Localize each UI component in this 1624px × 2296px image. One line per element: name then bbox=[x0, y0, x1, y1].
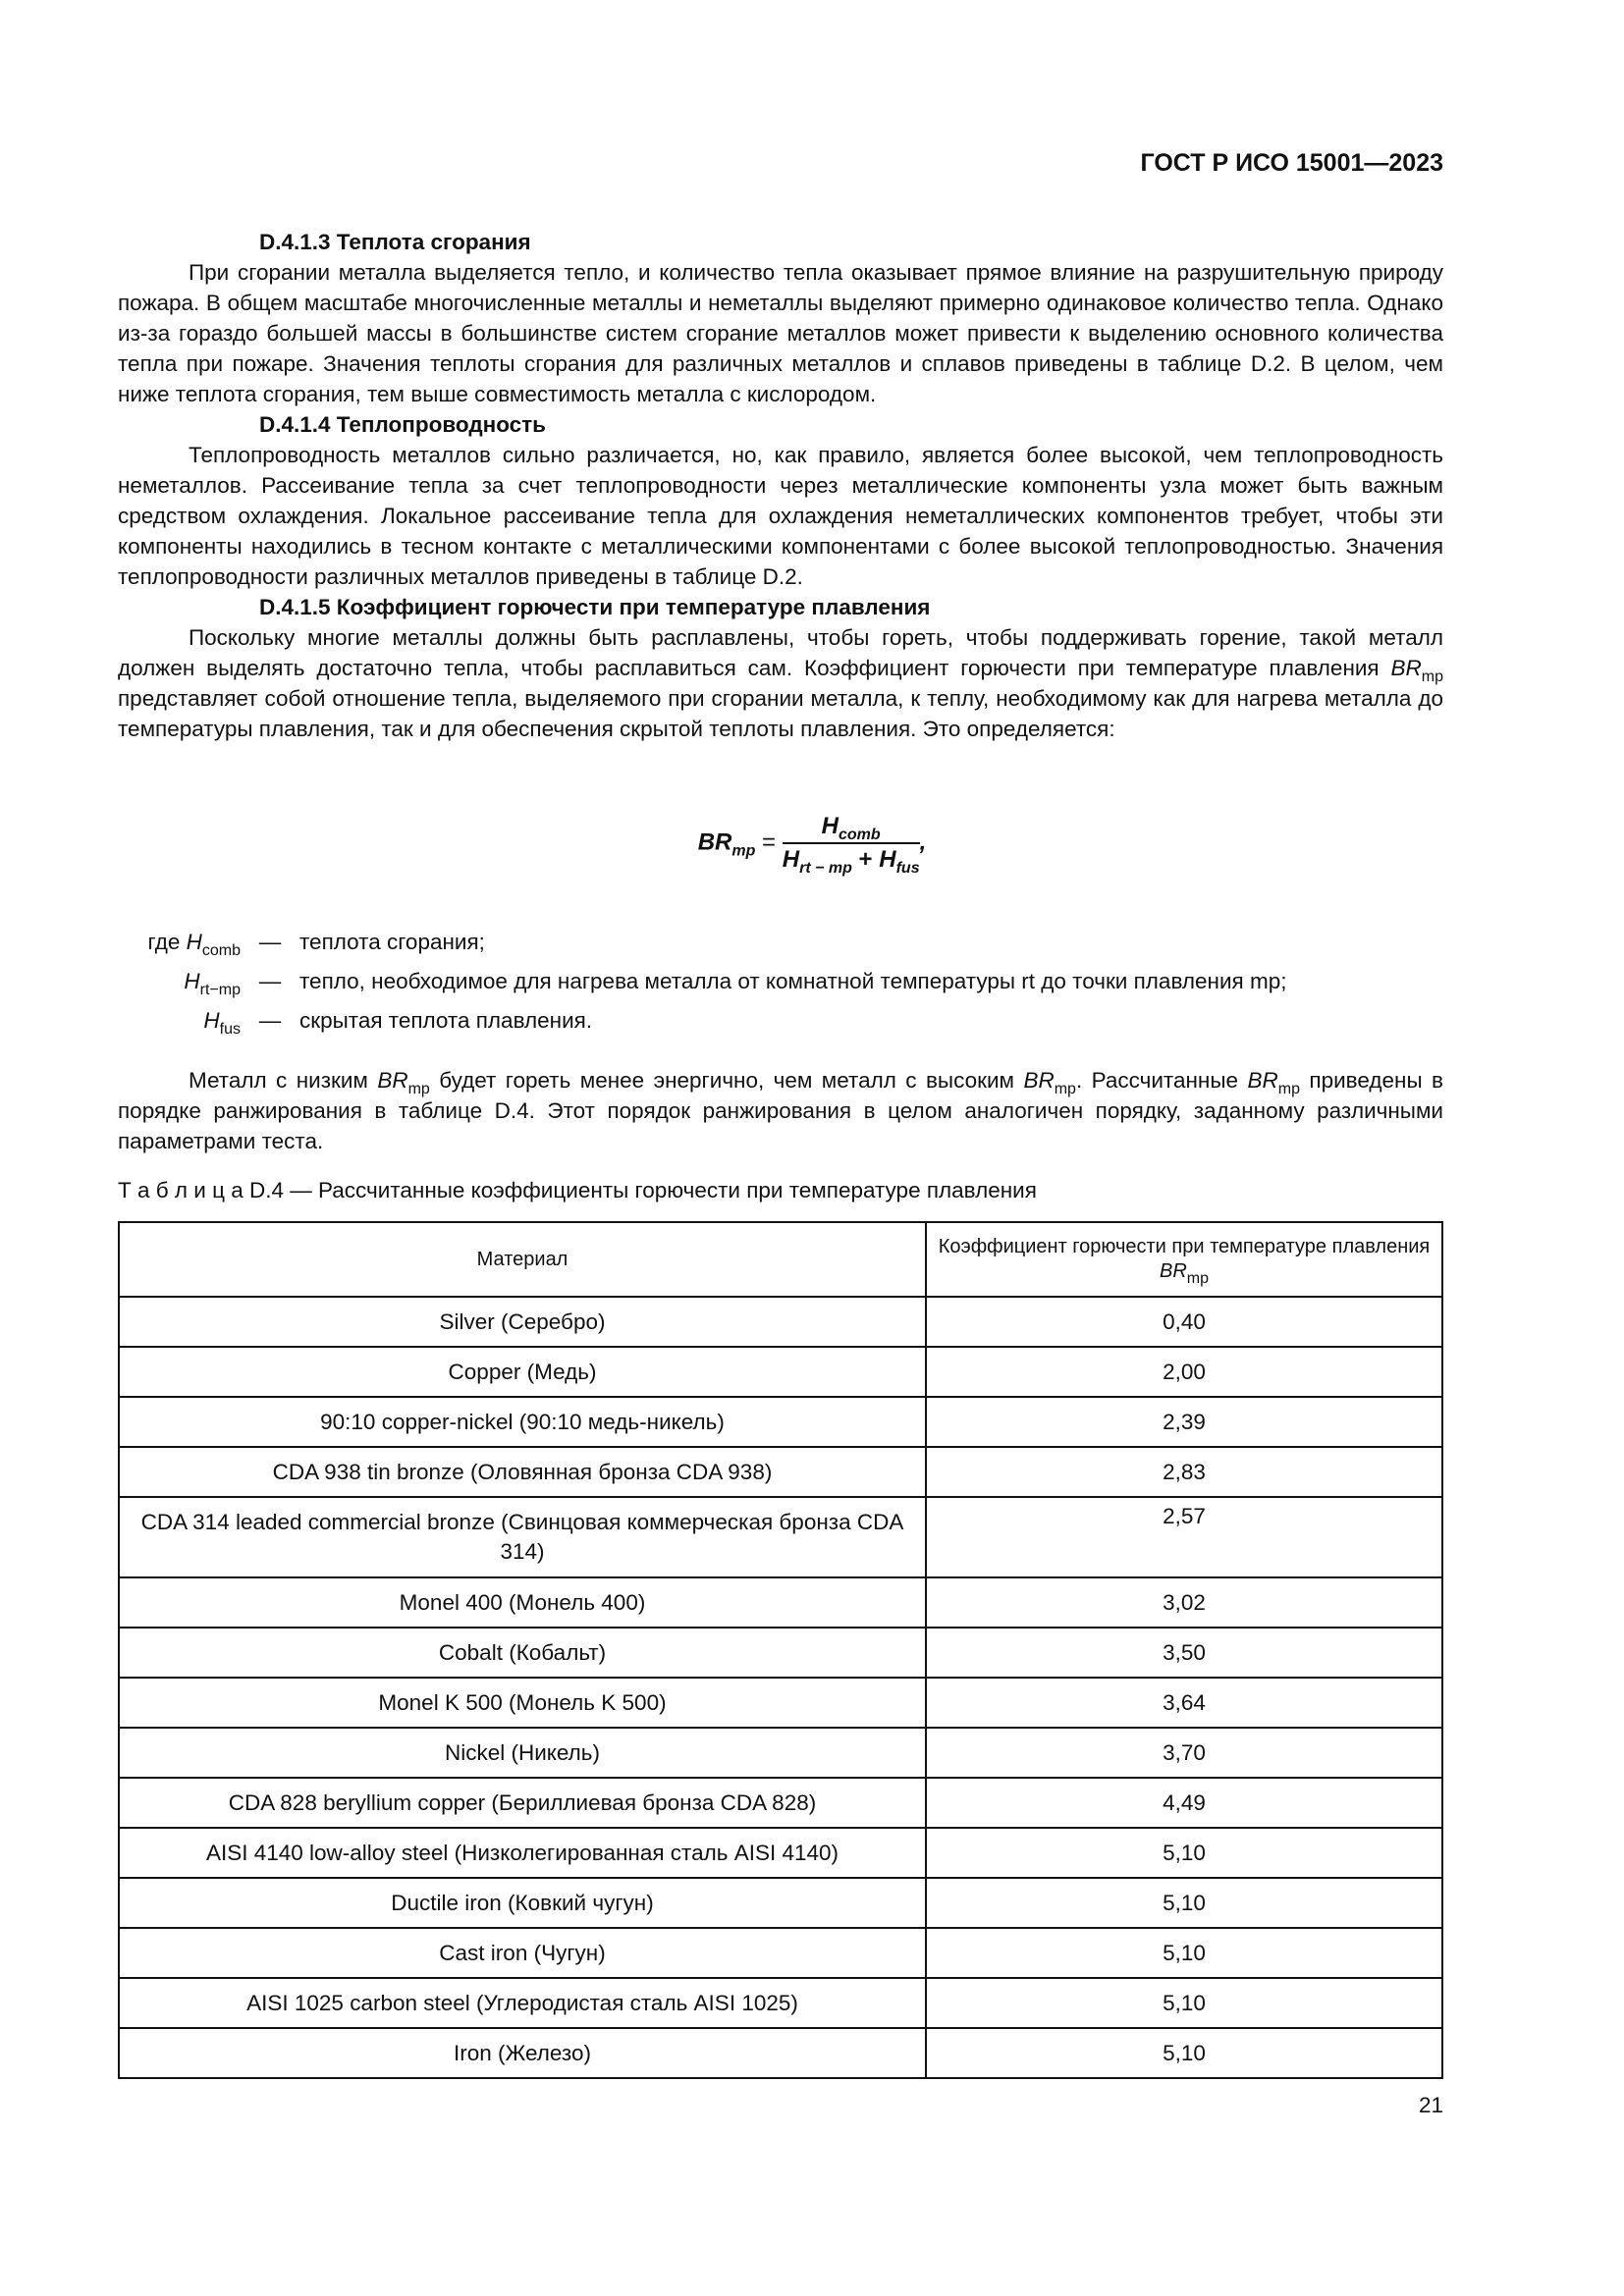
table-row bbox=[119, 1447, 1442, 1497]
paragraph-heat-of-combustion: При сгорании металла выделяется тепло, и количество тепла оказывает прямое влияние на разрушительную природу пожара. В общем масштабе многочисленные металлы и неметаллы выделяют примерно одинаковое количество тепла. Однако из-за гораздо большей массы в большинстве систем сгорание металлов может привести к выделению основного количества тепла при пожаре. Значения теплоты сгорания для различных металлов и сплавов приведены в таблице D.2. В целом, чем ниже теплота сгорания, тем выше совместимость металла с кислородом. bbox=[118, 260, 1443, 406]
br-value-cell: 4,49 bbox=[926, 1778, 1442, 1828]
table-row bbox=[119, 1928, 1442, 1978]
br-value-cell: 2,39 bbox=[926, 1397, 1442, 1447]
table-row bbox=[119, 1678, 1442, 1728]
br-value-cell: 5,10 bbox=[926, 1878, 1442, 1928]
material-cell: Ductile iron (Ковкий чугун) bbox=[119, 1878, 926, 1928]
table-row bbox=[119, 1628, 1442, 1678]
table-row bbox=[119, 1778, 1442, 1828]
br-value-cell: 2,83 bbox=[926, 1447, 1442, 1497]
paragraph-thermal-conductivity: Теплопроводность металлов сильно различается, но, как правило, является более высокой, чем теплопроводность неметаллов. Рассеивание тепла за счет теплопроводности через металлические компоненты узла может быть важным средством охлаждения. Локальное рассеивание тепла для охлаждения неметаллических компонентов требует, чтобы эти компоненты находились в тесном контакте с металлическими компонентами с более высокой теплопроводностью. Значения теплопроводности различных металлов приведены в таблице D.2. bbox=[118, 443, 1443, 589]
page-number: 21 bbox=[1418, 2093, 1443, 2117]
table-row bbox=[119, 1497, 1442, 1577]
formula-br-mp: $BR_{mp}$ = $\frac{H_{comb}}{H_{rt - mp} + H_{fus}}$ , bbox=[697, 813, 927, 877]
br-value-cell: 5,10 bbox=[926, 1828, 1442, 1878]
material-cell: CDA 938 tin bronze (Оловянная бронза CDA 938) bbox=[119, 1447, 926, 1497]
material-cell: Nickel (Никель) bbox=[119, 1728, 926, 1778]
paragraph-ranking: Металл с низким $BR_{mp}$ будет гореть менее энергично, чем металл с высоким $BR_{mp}$. Рассчитанные $BR_{mp}$ приведены в порядке ранжирования в таблице D.4. Этот порядок ранжирования в целом аналогичен порядку, заданному различными параметрами теста. bbox=[118, 1068, 1444, 1153]
table-row bbox=[119, 1577, 1442, 1628]
material-cell: CDA 314 leaded commercial bronze (Свинцовая коммерческая бронза CDA 314) bbox=[119, 1497, 926, 1577]
table-row bbox=[119, 1728, 1442, 1778]
definition-item: $H_{rt-mp}$ — тепло, необходимое для нагрева металла от комнатной температуры rt до точки плавления mp; bbox=[184, 969, 1287, 998]
br-value-cell: 5,10 bbox=[926, 2028, 1442, 2078]
br-value-cell: 5,10 bbox=[926, 1928, 1442, 1978]
br-value-cell: 2,57 bbox=[926, 1497, 1442, 1577]
definition-item: $H_{fus}$ — скрытая теплота плавления. bbox=[203, 1008, 593, 1038]
material-cell: Cast iron (Чугун) bbox=[119, 1928, 926, 1978]
material-cell: 90:10 copper-nickel (90:10 медь-никель) bbox=[119, 1397, 926, 1447]
material-cell: Monel K 500 (Монель K 500) bbox=[119, 1678, 926, 1728]
definition-item: где $H_{comb}$ — теплота сгорания; bbox=[147, 930, 485, 959]
section-heading-d414: D.4.1.4 Теплопроводность bbox=[259, 412, 547, 437]
material-cell: Cobalt (Кобальт) bbox=[119, 1628, 926, 1678]
body-text bbox=[118, 227, 1443, 744]
table-row bbox=[119, 1297, 1442, 1347]
table-row bbox=[119, 1978, 1442, 2028]
table-caption: Т а б л и ц а D.4 — Рассчитанные коэффициенты горючести при температуре плавления bbox=[118, 1178, 1037, 1202]
material-cell: Monel 400 (Монель 400) bbox=[119, 1577, 926, 1628]
br-value-cell: 0,40 bbox=[926, 1297, 1442, 1347]
br-value-cell: 3,64 bbox=[926, 1678, 1442, 1728]
table-header-row bbox=[119, 1222, 1442, 1297]
br-value-cell: 5,10 bbox=[926, 1978, 1442, 2028]
paragraph-burn-ratio: Поскольку многие металлы должны быть расплавлены, чтобы гореть, чтобы поддерживать горение, такой металл должен выделять достаточно тепла, чтобы расплавиться сам. Коэффициент горючести при температуре плавления $BR_{mp}$ представляет собой отношение тепла, выделяемого при сгорании металла, к теплу, необходимому как для нагрева металла до температуры плавления, так и для обеспечения скрытой теплоты плавления. Это определяется: bbox=[118, 625, 1443, 741]
material-cell: CDA 828 beryllium copper (Бериллиевая бронза CDA 828) bbox=[119, 1778, 926, 1828]
section-heading-d413: D.4.1.3 Теплота сгорания bbox=[259, 230, 531, 254]
material-cell: AISI 4140 low-alloy steel (Низколегированная сталь AISI 4140) bbox=[119, 1828, 926, 1878]
material-cell: Copper (Медь) bbox=[119, 1347, 926, 1397]
br-value-cell: 3,50 bbox=[926, 1628, 1442, 1678]
br-value-cell: 2,00 bbox=[926, 1347, 1442, 1397]
burn-ratio-table bbox=[118, 1221, 1443, 2079]
table-row bbox=[119, 1397, 1442, 1447]
table-row bbox=[119, 1347, 1442, 1397]
material-cell: Silver (Серебро) bbox=[119, 1297, 926, 1347]
table-row bbox=[119, 2028, 1442, 2078]
table-row bbox=[119, 1828, 1442, 1878]
br-value-cell: 3,70 bbox=[926, 1728, 1442, 1778]
column-header-material: Материал bbox=[119, 1222, 926, 1297]
material-cell: Iron (Железо) bbox=[119, 2028, 926, 2078]
column-header-br: Коэффициент горючести при температуре плавления $BR_{mp}$ bbox=[926, 1222, 1442, 1297]
document-id: ГОСТ Р ИСО 15001—2023 bbox=[1140, 149, 1443, 177]
material-cell: AISI 1025 carbon steel (Углеродистая сталь AISI 1025) bbox=[119, 1978, 926, 2028]
br-value-cell: 3,02 bbox=[926, 1577, 1442, 1628]
table-row bbox=[119, 1878, 1442, 1928]
formula-definitions bbox=[128, 923, 1286, 1041]
section-heading-d415: D.4.1.5 Коэффициент горючести при температуре плавления bbox=[259, 595, 931, 619]
